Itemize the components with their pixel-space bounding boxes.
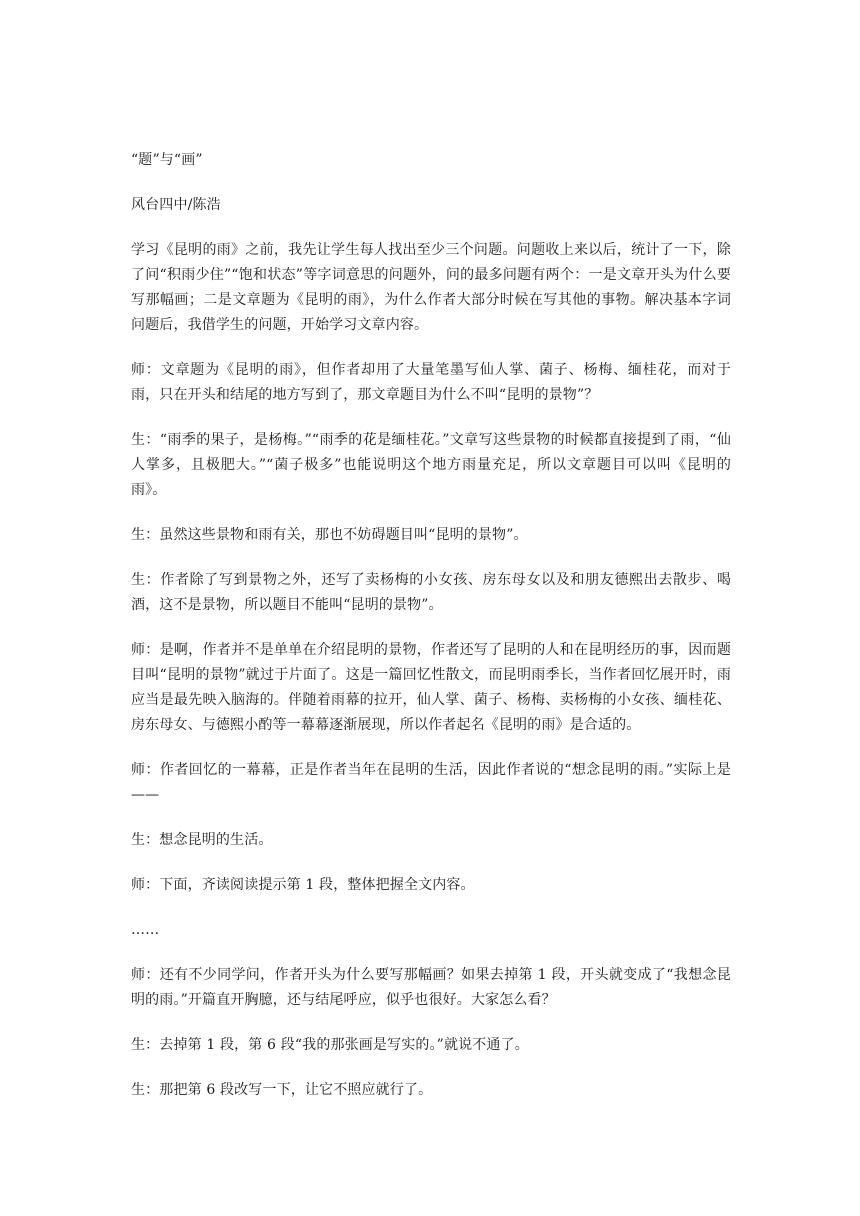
document-body [131, 148, 731, 1123]
paragraph: 生：去掉第 1 段，第 6 段“我的那张画是写实的。”就说不通了。 [131, 1037, 529, 1053]
document-author: 风台四中/陈浩 [131, 197, 221, 213]
paragraph: 生：虽然这些景物和雨有关，那也不妨碍题目叫“昆明的景物”。 [131, 527, 528, 543]
document-title: “题”与“画” [131, 152, 203, 168]
paragraph: 师：是啊，作者并不是单单在介绍昆明的景物，作者还写了昆明的人和在昆明经历的事，因而题目叫“昆明的景物”就过于片面了。这是一篇回忆性散文，而昆明雨季长，当作者回忆展开时，雨应当是最先映入脑海的。伴随着雨幕的拉开，仙人掌、菌子、杨梅、卖杨梅的小女孩、缅桂花、房东母女、与德熙小酌等一幕幕逐渐展现，所以作者起名《昆明的雨》是合适的。 [131, 642, 731, 733]
paragraph: 生：那把第 6 段改写一下，让它不照应就行了。 [131, 1082, 433, 1098]
ellipsis-line: …… [131, 922, 160, 938]
paragraph: 师：作者回忆的一幕幕，正是作者当年在昆明的生活，因此作者说的“想念昆明的雨。”实际上是—— [131, 762, 731, 803]
paragraph: 师：文章题为《昆明的雨》，但作者却用了大量笔墨写仙人掌、菌子、杨梅、缅桂花，而对于雨，只在开头和结尾的地方写到了，那文章题目为什么不叫“昆明的景物”？ [131, 362, 731, 403]
paragraph: 师：还有不少同学问，作者开头为什么要写那幅画？如果去掉第 1 段，开头就变成了“我想念昆明的雨。”开篇直开胸臆，还与结尾呼应，似乎也很好。大家怎么看？ [131, 967, 731, 1008]
paragraph: 学习《昆明的雨》之前，我先让学生每人找出至少三个问题。问题收上来以后，统计了一下，除了问“积雨少住”“饱和状态”等字词意思的问题外，问的最多问题有两个：一是文章开头为什么要写那幅画；二是文章题为《昆明的雨》，为什么作者大部分时候在写其他的事物。解决基本字词问题后，我借学生的问题，开始学习文章内容。 [131, 242, 731, 333]
paragraph: 生：作者除了写到景物之外，还写了卖杨梅的小女孩、房东母女以及和朋友德熙出去散步、喝酒，这不是景物，所以题目不能叫“昆明的景物”。 [131, 572, 731, 613]
paragraph: 生：“雨季的果子，是杨梅。”“雨季的花是缅桂花。”文章写这些景物的时候都直接提到了雨，“仙人掌多，且极肥大。”“菌子极多”也能说明这个地方雨量充足，所以文章题目可以叫《昆明的雨》。 [131, 432, 731, 498]
paragraph: 师：下面，齐读阅读提示第 1 段，整体把握全文内容。 [131, 877, 475, 893]
paragraph: 生：想念昆明的生活。 [131, 832, 273, 848]
